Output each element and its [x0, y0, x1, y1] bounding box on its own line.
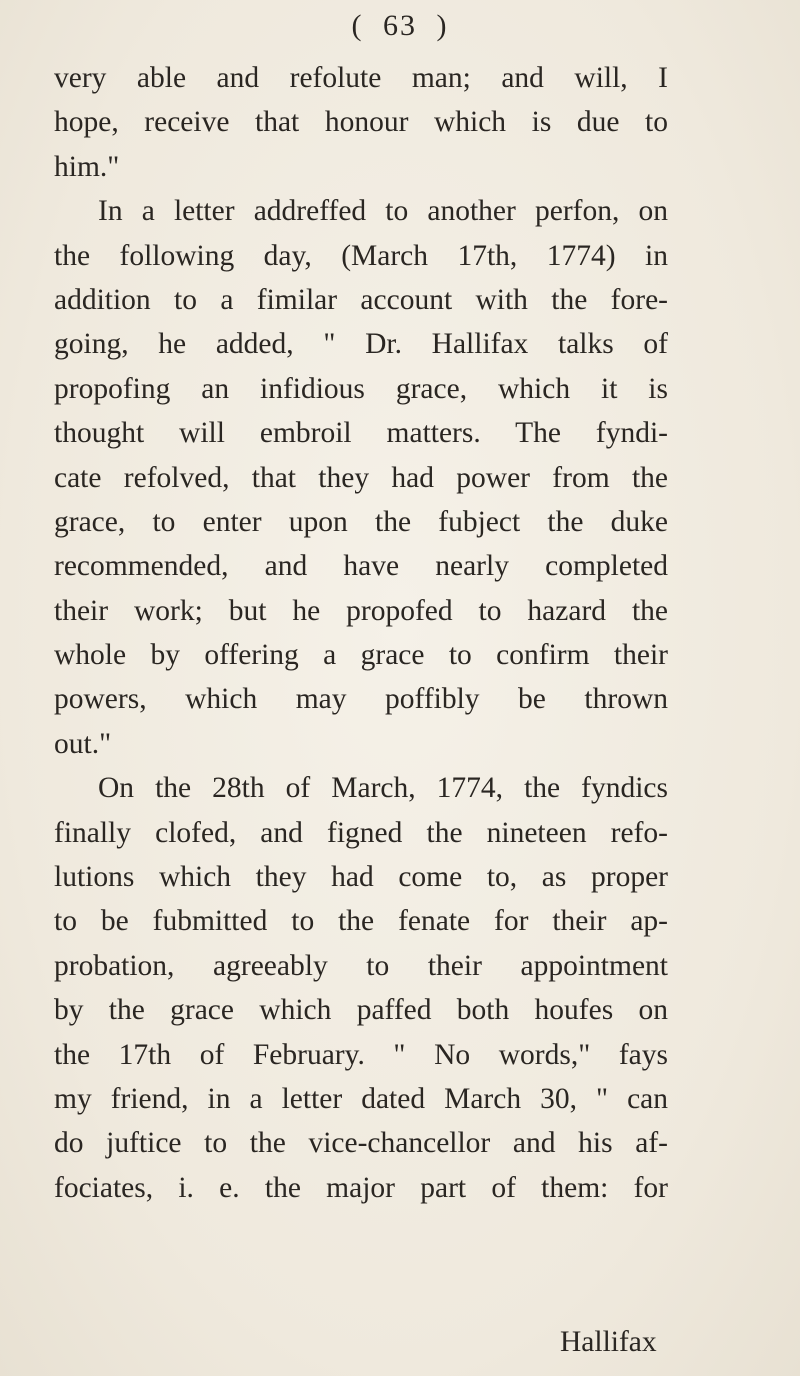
- text-line: fociates, i. e. the major part of them: for: [54, 1171, 668, 1204]
- text-line: the 17th of February. " No words," fays: [54, 1038, 668, 1071]
- text-line: recommended, and have nearly completed: [54, 550, 668, 583]
- text-line: very able and refolute man; and will, I: [54, 62, 668, 94]
- text-line: their work; but he propofed to hazard the: [54, 594, 668, 627]
- text-line: propofing an infidious grace, which it is: [54, 372, 668, 405]
- text-line: going, he added, " Dr. Hallifax talks of: [54, 328, 668, 361]
- text-line: do juftice to the vice-chancellor and his af-: [54, 1127, 668, 1160]
- text-line: On the 28th of March, 1774, the fyndics: [98, 772, 668, 805]
- text-line: him.": [54, 150, 120, 183]
- text-line: lutions which they had come to, as proper: [54, 861, 668, 894]
- text-line: by the grace which paffed both houfes on: [54, 994, 668, 1027]
- text-line: In a letter addreffed to another perfon, on: [98, 195, 668, 228]
- text-line: hope, receive that honour which is due to: [54, 106, 668, 139]
- page-number: ( 63 ): [351, 9, 449, 42]
- text-line: out.": [54, 727, 112, 760]
- catchword: Hallifax: [560, 1326, 657, 1358]
- text-line: addition to a fimilar account with the fore-: [54, 283, 668, 316]
- text-line: to be fubmitted to the fenate for their ap-: [54, 905, 668, 938]
- text-line: the following day, (March 17th, 1774) in: [54, 239, 668, 272]
- text-line: whole by offering a grace to confirm their: [54, 639, 668, 672]
- text-line: powers, which may poffibly be thrown: [54, 683, 668, 716]
- text-line: thought will embroil matters. The fyndi-: [54, 417, 668, 450]
- text-line: grace, to enter upon the fubject the duke: [54, 505, 668, 538]
- text-line: cate refolved, that they had power from the: [54, 461, 668, 494]
- text-line: probation, agreeably to their appointment: [54, 949, 668, 982]
- body-text: [54, 56, 668, 1210]
- text-line: my friend, in a letter dated March 30, " can: [54, 1082, 668, 1115]
- text-line: finally clofed, and figned the nineteen refo-: [54, 816, 668, 849]
